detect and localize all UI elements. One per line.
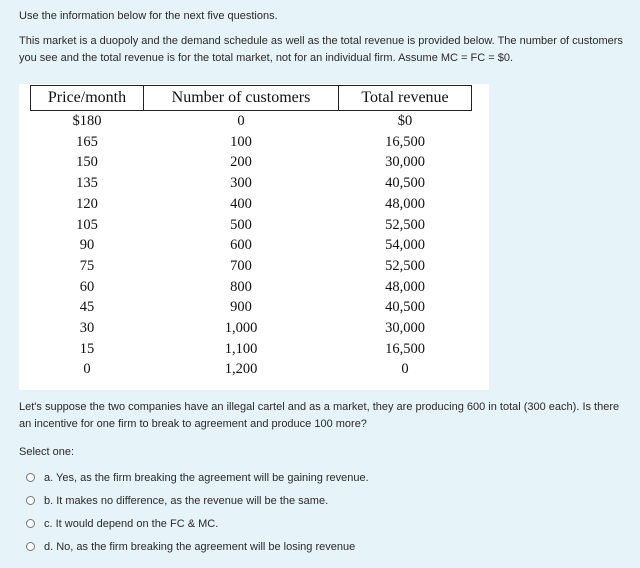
radio-button[interactable] [26,519,35,528]
radio-button[interactable] [26,473,35,482]
header-price: Price/month [31,86,144,111]
cell-revenue: 40,500 [385,175,425,192]
cell-price: 30 [79,320,95,337]
cell-price: 135 [76,175,98,192]
cell-customers: 500 [230,216,252,233]
cell-revenue: $0 [397,113,413,129]
select-one-label: Select one: [19,446,75,458]
cell-price: 15 [79,340,95,357]
option-label: d. No, as the firm breaking the agreement will be losing revenue [44,540,356,553]
answer-option-d[interactable] [26,535,369,558]
cell-price: 90 [79,237,95,254]
cell-revenue: 0 [401,361,409,378]
question-intro [19,8,624,67]
table-row [31,277,472,298]
cell-customers: 700 [230,257,252,274]
cell-price: $180 [72,113,102,129]
cell-price: 165 [76,133,98,150]
table-row [31,111,472,132]
cell-revenue: 16,500 [385,340,425,357]
table-row [31,173,472,194]
answer-options [26,466,369,558]
cell-customers: 0 [237,113,245,129]
question-text: Let's suppose the two companies have an illegal cartel and as a market, they are producing 600 in total (300 each). Is there an incentive for one firm to break to agreement and produce 100 more? [19,401,620,430]
table-row [31,256,472,277]
answer-option-a[interactable] [26,466,369,489]
radio-button[interactable] [26,496,35,505]
cell-customers: 100 [230,133,252,150]
table-body [31,111,472,381]
option-label: c. It would depend on the FC & MC. [44,517,219,530]
cell-revenue: 48,000 [385,278,425,295]
cell-customers: 800 [230,278,252,295]
cell-customers: 400 [230,195,252,212]
table-row [31,359,472,380]
cell-customers: 300 [230,175,252,192]
option-label: b. It makes no difference, as the revenue will be the same. [44,494,329,507]
cell-price: 120 [76,195,98,212]
table-row [31,235,472,256]
table-row [31,297,472,318]
cell-customers: 600 [230,237,252,254]
radio-button[interactable] [26,542,35,551]
cell-price: 150 [76,154,98,171]
table-row [31,339,472,360]
table-header-row [31,86,472,111]
cell-revenue: 48,000 [385,195,425,212]
answer-option-b[interactable] [26,489,369,512]
cell-customers: 1,000 [224,320,258,337]
table-row [31,132,472,153]
cell-price: 0 [83,361,91,378]
cell-customers: 200 [230,154,252,171]
cell-price: 105 [76,216,98,233]
table-row [31,152,472,173]
intro-heading: Use the information below for the next five questions. [19,10,278,22]
cell-customers: 1,100 [224,340,258,357]
cell-customers: 900 [230,299,252,316]
header-revenue: Total revenue [339,86,472,111]
intro-text: This market is a duopoly and the demand schedule as well as the total revenue is provided below. The number of customers you see and the total revenue is for the total market, not for an individual firm. Assume MC = FC = $0. [19,35,623,64]
cell-revenue: 52,500 [385,216,425,233]
cell-price: 45 [79,299,95,316]
cell-revenue: 30,000 [385,154,425,171]
table-row [31,194,472,215]
demand-schedule-table [30,85,472,380]
cell-customers: 1,200 [224,361,258,378]
table-row [31,215,472,236]
cell-revenue: 30,000 [385,320,425,337]
cell-price: 60 [79,278,95,295]
demand-schedule-image [19,84,489,390]
cell-revenue: 40,500 [385,299,425,316]
cell-revenue: 16,500 [385,133,425,150]
cell-price: 75 [79,257,95,274]
cell-revenue: 52,500 [385,257,425,274]
cell-revenue: 54,000 [385,237,425,254]
header-customers: Number of customers [144,86,339,111]
question-text-block [19,399,624,433]
option-label: a. Yes, as the firm breaking the agreement will be gaining revenue. [44,471,369,484]
table-row [31,318,472,339]
answer-option-c[interactable] [26,512,369,535]
